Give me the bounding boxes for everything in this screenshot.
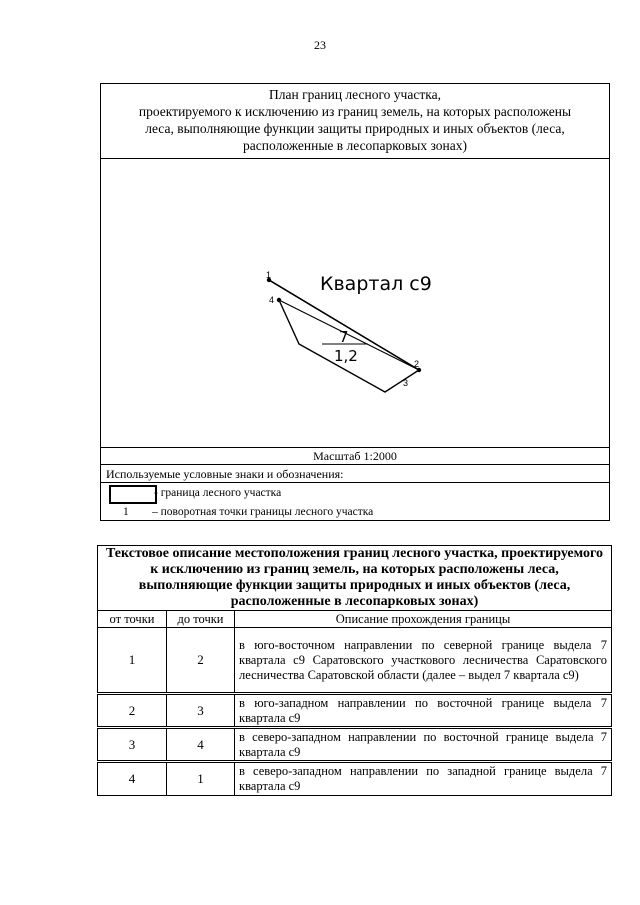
table-row xyxy=(98,694,612,728)
row-description: в северо-западном направлении по западной границе выдела 7 квартала с9 xyxy=(235,762,612,796)
row-from: 1 xyxy=(98,628,167,694)
plan-title-line: План границ лесного участка, xyxy=(269,87,441,102)
legend-boundary-swatch xyxy=(109,485,157,504)
vydel-area: 1,2 xyxy=(334,347,358,365)
plan-box xyxy=(100,83,610,521)
legend-divider xyxy=(101,482,609,483)
legend-point-symbol: 1 xyxy=(123,506,129,518)
column-header-to: до точки xyxy=(167,611,235,628)
table-row xyxy=(98,762,612,796)
scale-label: Масштаб 1:2000 xyxy=(101,447,609,465)
description-title: Текстовое описание местоположения границ лесного участка, проектируемого к исключению из границ земель, на которых расположены леса, выполняющие функции защиты природных и иных объектов (леса, расположенные в лесопарковых зонах) xyxy=(98,546,612,611)
row-from: 4 xyxy=(98,762,167,796)
column-header-description: Описание прохождения границы xyxy=(235,611,612,628)
legend-item-point: – поворотная точки границы лесного участка xyxy=(152,506,374,518)
point-label-3: 3 xyxy=(403,378,409,388)
boundary-description-table xyxy=(97,545,612,796)
point-4-marker xyxy=(277,298,281,302)
point-label-4: 4 xyxy=(269,295,275,305)
plan-title-line: леса, выполняющие функции защиты природных и иных объектов (леса, xyxy=(145,121,565,136)
page-number: 23 xyxy=(314,38,326,52)
legend-heading: Используемые условные знаки и обозначения: xyxy=(106,467,344,481)
legend-item-boundary: - граница лесного участка xyxy=(154,487,282,499)
column-header-from: от точки xyxy=(98,611,167,628)
plan-title-line: проектируемого к исключению из границ земель, на которых расположены xyxy=(138,104,572,119)
vydel-number: 7 xyxy=(339,328,349,346)
table-row xyxy=(98,628,612,694)
point-label-1: 1 xyxy=(266,270,272,280)
row-description: в юго-западном направлении по восточной границе выдела 7 квартала с9 xyxy=(235,694,612,728)
row-description: в северо-западном направлении по восточной границе выдела 7 квартала с9 xyxy=(235,728,612,762)
row-from: 3 xyxy=(98,728,167,762)
table-row xyxy=(98,728,612,762)
row-description: в юго-восточном направлении по северной границе выдела 7 квартала с9 Саратовского участкового лесничества Саратовского лесничества Саратовской области (далее – выдел 7 квартала с9) xyxy=(235,628,612,694)
plan-title-line: расположенные в лесопарковых зонах) xyxy=(243,138,467,153)
row-to: 1 xyxy=(167,762,235,796)
row-to: 3 xyxy=(167,694,235,728)
row-to: 2 xyxy=(167,628,235,694)
plan-title xyxy=(101,84,609,159)
row-to: 4 xyxy=(167,728,235,762)
point-label-2: 2 xyxy=(414,359,420,369)
row-from: 2 xyxy=(98,694,167,728)
kvartal-label: Квартал с9 xyxy=(320,273,432,295)
